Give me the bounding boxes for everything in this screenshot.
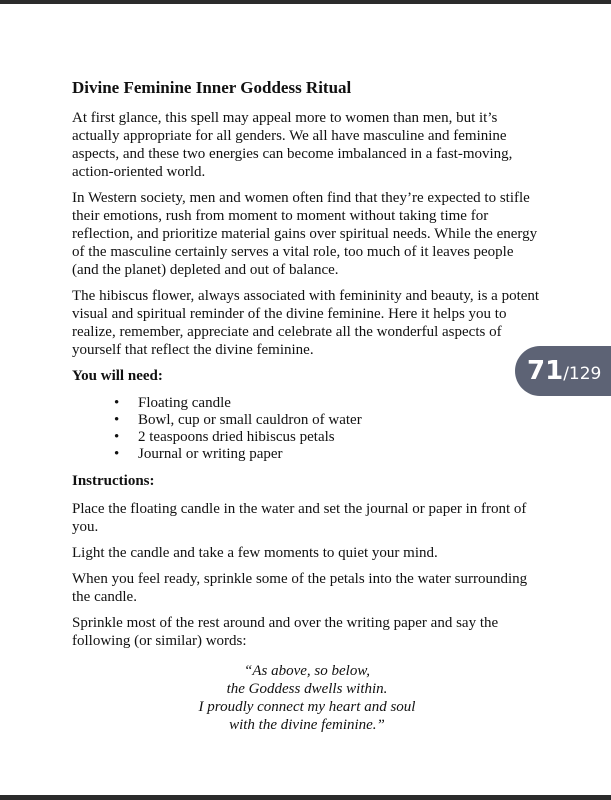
current-page-number: 71	[527, 356, 564, 386]
needs-list	[72, 395, 542, 463]
document-page	[72, 77, 542, 734]
list-item: • Floating candle	[138, 395, 542, 412]
page-indicator-badge[interactable]	[515, 346, 611, 396]
incantation-poem	[72, 662, 542, 734]
bottom-border-rule	[0, 795, 611, 800]
intro-paragraph-3: The hibiscus flower, always associated with femininity and beauty, is a potent visual and spiritual reminder of the divine feminine. Here it helps you to realize, remember, appreciate and celebrate all the wonderful aspects of yourself that reflect the divine feminine.	[72, 288, 540, 358]
poem-line: I proudly connect my heart and soul	[198, 699, 416, 715]
list-item: • Journal or writing paper	[138, 446, 542, 463]
instruction-step-2: Light the candle and take a few moments to quiet your mind.	[72, 545, 438, 561]
page-indicator-text	[527, 354, 601, 391]
instruction-step-1: Place the floating candle in the water and set the journal or paper in front of you.	[72, 501, 527, 535]
intro-paragraph-2: In Western society, men and women often find that they’re expected to stifle their emotions, rush from moment to moment without taking time for reflection, and prioritize material gains over spiritual needs. While the energy of the masculine certainly serves a vital role, too much of it leaves people (and the planet) depleted and out of balance.	[72, 190, 538, 278]
list-item: • 2 teaspoons dried hibiscus petals	[138, 429, 542, 446]
instruction-step-3: When you feel ready, sprinkle some of the petals into the water surrounding the candle.	[72, 571, 528, 605]
total-pages: /129	[563, 364, 602, 384]
instructions-heading: Instructions:	[72, 473, 155, 489]
poem-line: “As above, so below,	[244, 663, 370, 679]
list-item: • Bowl, cup or small cauldron of water	[138, 412, 542, 429]
poem-line: with the divine feminine.”	[229, 717, 385, 733]
page-title: Divine Feminine Inner Goddess Ritual	[72, 78, 352, 97]
poem-line: the Goddess dwells within.	[226, 681, 388, 697]
top-border-rule	[0, 0, 611, 4]
intro-paragraph-1: At first glance, this spell may appeal more to women than men, but it’s actually appropriate for all genders. We all have masculine and feminine aspects, and these two energies can become imbalanced in a fast-moving, action-oriented world.	[72, 110, 513, 180]
needs-heading: You will need:	[72, 368, 163, 384]
instruction-step-4: Sprinkle most of the rest around and over the writing paper and say the following (or similar) words:	[72, 615, 499, 649]
